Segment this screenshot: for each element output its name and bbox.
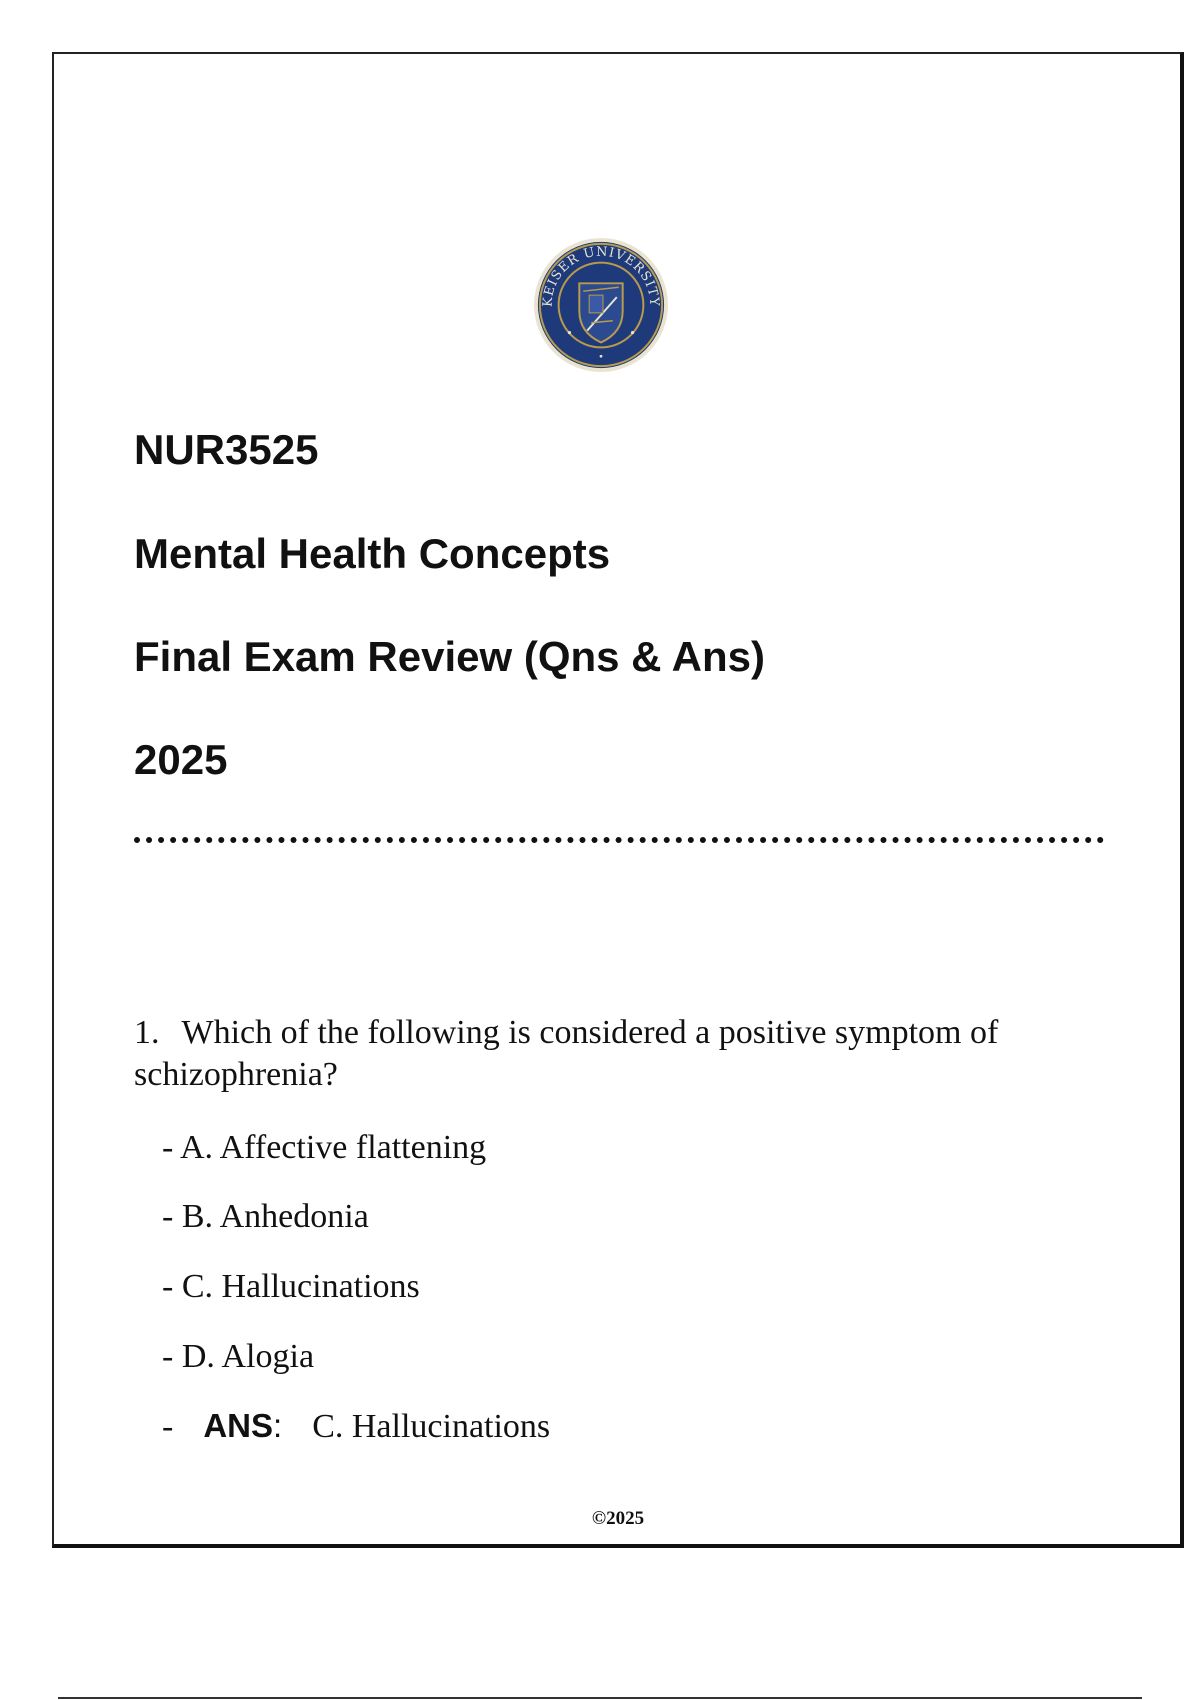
- copyright-footer: ©2025: [591, 1508, 645, 1529]
- answer-colon: :: [273, 1407, 283, 1444]
- course-name: Mental Health Concepts: [134, 530, 611, 577]
- svg-text:KEISER UNIVERSITY: KEISER UNIVERSITY: [540, 244, 662, 308]
- question-number: 1.: [134, 1014, 160, 1051]
- exam-year: 2025: [134, 736, 228, 783]
- option-b: - B. Anhedonia: [162, 1198, 369, 1235]
- bottom-divider: [58, 1697, 1142, 1699]
- answer-label: ANS: [203, 1407, 274, 1444]
- university-seal-logo: [532, 236, 670, 374]
- dotted-divider: [134, 837, 1104, 843]
- exam-subtitle: Final Exam Review (Qns & Ans): [134, 633, 765, 680]
- answer-prefix: -: [162, 1408, 174, 1445]
- question-1: [134, 1012, 1094, 1096]
- option-c: - C. Hallucinations: [162, 1268, 420, 1305]
- question-text: Which of the following is considered a positive symptom of schizophrenia?: [134, 1014, 999, 1093]
- answer-line: [162, 1405, 550, 1448]
- course-code: NUR3525: [134, 426, 319, 473]
- option-a: - A. Affective flattening: [162, 1129, 487, 1166]
- answer-text: C. Hallucinations: [312, 1408, 551, 1445]
- option-d: - D. Alogia: [162, 1338, 315, 1375]
